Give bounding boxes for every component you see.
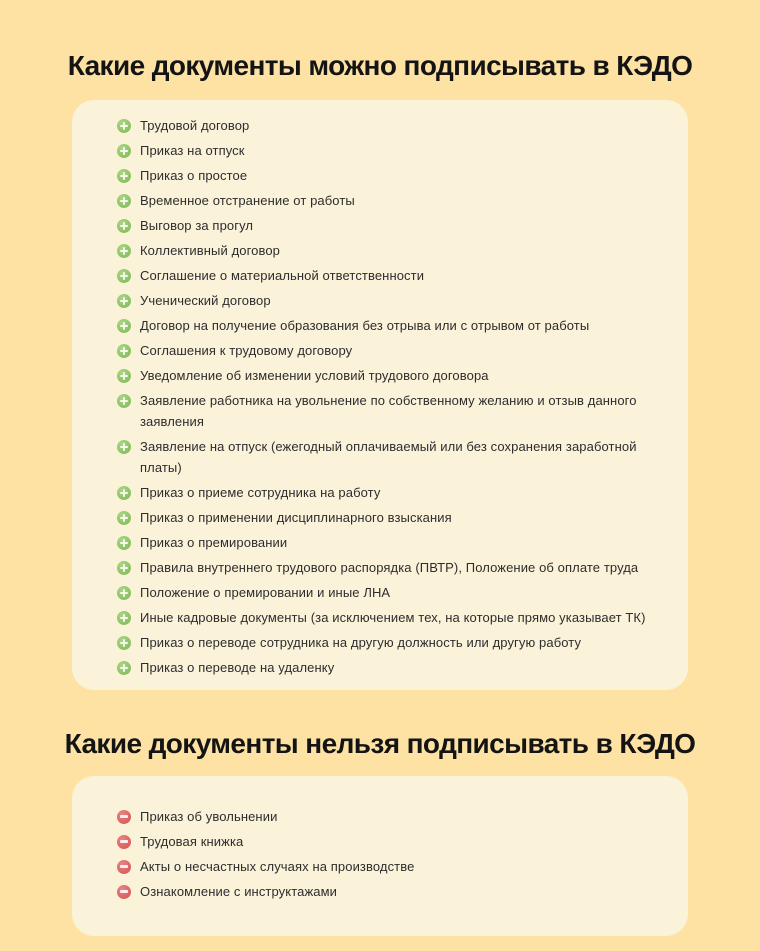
list-item bbox=[117, 115, 672, 136]
list-item bbox=[117, 290, 672, 311]
list-item bbox=[117, 632, 672, 653]
list-item-label: Заявление работника на увольнение по собственному желанию и отзыв данного заявления bbox=[140, 393, 637, 429]
list-item bbox=[117, 657, 672, 678]
plus-icon bbox=[117, 536, 131, 550]
list-item-label: Трудовая книжка bbox=[140, 834, 244, 849]
plus-icon bbox=[117, 369, 131, 383]
list-item bbox=[117, 365, 672, 386]
section-can-sign-card bbox=[72, 100, 688, 690]
list-item bbox=[117, 215, 672, 236]
list-item-label: Акты о несчастных случаях на производстве bbox=[140, 859, 415, 874]
list-item-label: Ученический договор bbox=[140, 293, 271, 308]
list-item-label: Временное отстранение от работы bbox=[140, 193, 355, 208]
list-item-label: Приказ на отпуск bbox=[140, 143, 245, 158]
section-cannot-sign-card bbox=[72, 776, 688, 936]
list-item bbox=[117, 240, 672, 261]
minus-icon bbox=[117, 885, 131, 899]
list-item-label: Приказ о переводе на удаленку bbox=[140, 660, 335, 675]
plus-icon bbox=[117, 169, 131, 183]
list-item bbox=[117, 557, 672, 578]
list-item bbox=[117, 507, 672, 528]
minus-icon bbox=[117, 860, 131, 874]
plus-icon bbox=[117, 244, 131, 258]
list-item bbox=[117, 140, 672, 161]
plus-icon bbox=[117, 636, 131, 650]
list-item bbox=[117, 340, 672, 361]
list-item-label: Трудовой договор bbox=[140, 118, 250, 133]
list-item bbox=[117, 482, 672, 503]
plus-icon bbox=[117, 394, 131, 408]
list-item-label: Приказ о премировании bbox=[140, 535, 288, 550]
plus-icon bbox=[117, 219, 131, 233]
list-item-label: Договор на получение образования без отрыва или с отрывом от работы bbox=[140, 318, 590, 333]
list-item bbox=[117, 532, 672, 553]
list-item-label: Соглашения к трудовому договору bbox=[140, 343, 353, 358]
list-item-label: Уведомление об изменении условий трудового договора bbox=[140, 368, 489, 383]
section-cannot-sign-title: Какие документы нельзя подписывать в КЭДО bbox=[64, 728, 696, 759]
list-item-label: Ознакомление с инструктажами bbox=[140, 884, 337, 899]
list-item-label: Коллективный договор bbox=[140, 243, 280, 258]
minus-icon bbox=[117, 835, 131, 849]
list-item bbox=[117, 582, 672, 603]
can-sign-list bbox=[117, 115, 672, 678]
list-item bbox=[117, 390, 672, 432]
list-item-label: Приказ о переводе сотрудника на другую должность или другую работу bbox=[140, 635, 582, 650]
plus-icon bbox=[117, 294, 131, 308]
section-can-sign-title: Какие документы можно подписывать в КЭДО bbox=[67, 50, 693, 81]
plus-icon bbox=[117, 194, 131, 208]
plus-icon bbox=[117, 344, 131, 358]
list-item bbox=[117, 607, 672, 628]
plus-icon bbox=[117, 440, 131, 454]
plus-icon bbox=[117, 319, 131, 333]
plus-icon bbox=[117, 511, 131, 525]
list-item-label: Приказ о приеме сотрудника на работу bbox=[140, 485, 381, 500]
list-item bbox=[117, 165, 672, 186]
list-item bbox=[117, 806, 672, 827]
list-item bbox=[117, 265, 672, 286]
plus-icon bbox=[117, 586, 131, 600]
list-item-label: Иные кадровые документы (за исключением тех, на которые прямо указывает ТК) bbox=[140, 610, 646, 625]
list-item bbox=[117, 881, 672, 902]
plus-icon bbox=[117, 269, 131, 283]
list-item-label: Приказ о простое bbox=[140, 168, 248, 183]
plus-icon bbox=[117, 144, 131, 158]
list-item bbox=[117, 315, 672, 336]
list-item bbox=[117, 436, 672, 478]
list-item bbox=[117, 190, 672, 211]
list-item-label: Выговор за прогул bbox=[140, 218, 254, 233]
plus-icon bbox=[117, 119, 131, 133]
minus-icon bbox=[117, 810, 131, 824]
list-item-label: Правила внутреннего трудового распорядка (ПВТР), Положение об оплате труда bbox=[140, 560, 639, 575]
cannot-sign-list bbox=[117, 806, 672, 902]
plus-icon bbox=[117, 486, 131, 500]
list-item-label: Приказ об увольнении bbox=[140, 809, 278, 824]
plus-icon bbox=[117, 661, 131, 675]
list-item bbox=[117, 856, 672, 877]
list-item-label: Приказ о применении дисциплинарного взыскания bbox=[140, 510, 452, 525]
list-item bbox=[117, 831, 672, 852]
list-item-label: Положение о премировании и иные ЛНА bbox=[140, 585, 391, 600]
list-item-label: Соглашение о материальной ответственности bbox=[140, 268, 425, 283]
list-item-label: Заявление на отпуск (ежегодный оплачиваемый или без сохранения заработной платы) bbox=[140, 439, 637, 475]
plus-icon bbox=[117, 611, 131, 625]
plus-icon bbox=[117, 561, 131, 575]
